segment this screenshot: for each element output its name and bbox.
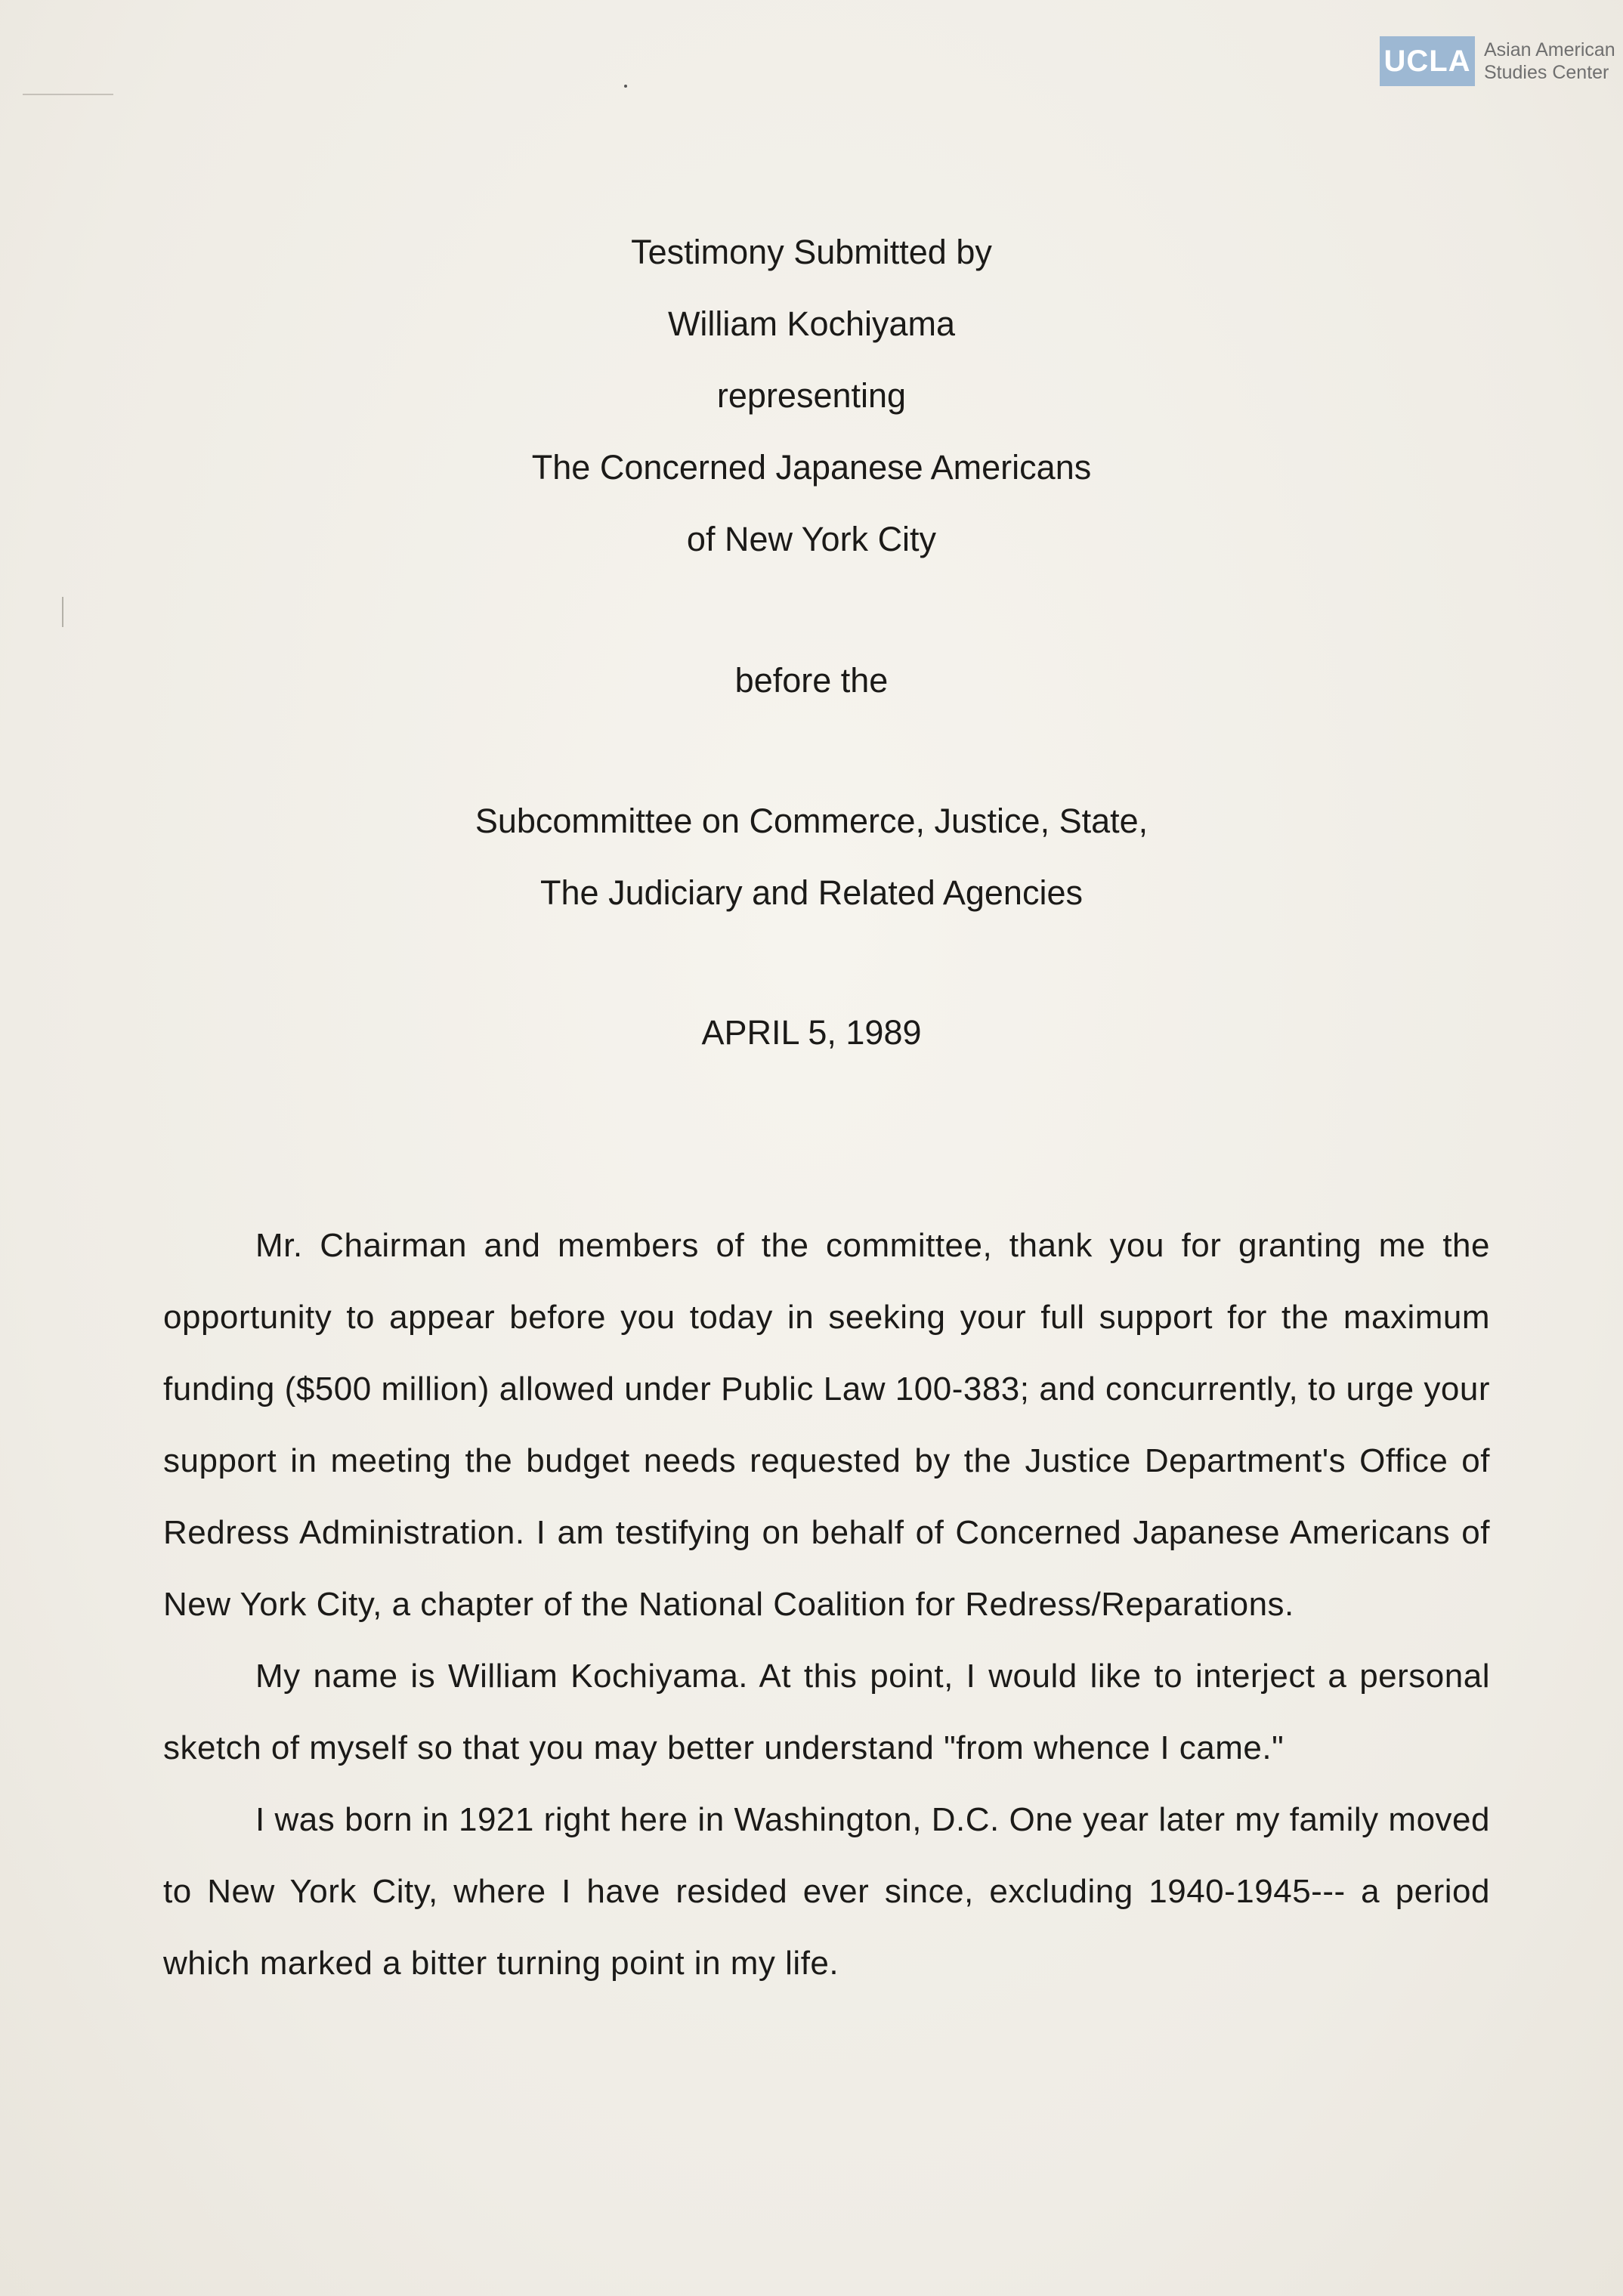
testimony-body <box>163 1210 1490 1999</box>
paragraph: I was born in 1921 right here in Washington, D.C. One year later my family moved to New York City, where I have resided ever since, excluding 1940-1945--- a period which marked a bitter turning point in my life. <box>163 1801 1490 1982</box>
title-line: Testimony Submitted by <box>631 233 992 271</box>
committee-line: Subcommittee on Commerce, Justice, State, <box>475 802 1148 840</box>
testimony-date: APRIL 5, 1989 <box>701 1013 922 1052</box>
title-block <box>0 234 1623 593</box>
center-name <box>1484 39 1615 84</box>
scan-artifact <box>23 94 113 95</box>
paragraph: Mr. Chairman and members of the committee, thank you for granting me the opportunity to appear before you today in seeking your full support for the maximum funding ($500 million) allowed under Public Law 100-383; and concurrently, to urge your support in meeting the budget needs requested by the Justice Department's Office of Redress Administration. I am testifying on behalf of Concerned Japanese Americans of New York City, a chapter of the National Coalition for Redress/Reparations. <box>163 1227 1490 1623</box>
scan-artifact <box>624 85 627 88</box>
center-name-line2: Studies Center <box>1484 62 1609 83</box>
ucla-badge: UCLA <box>1380 36 1475 86</box>
title-line: representing <box>716 376 907 415</box>
author-name: William Kochiyama <box>667 304 956 343</box>
center-name-line1: Asian American <box>1484 39 1615 60</box>
organization-name-cont: of New York City <box>686 520 937 558</box>
before-line: before the <box>734 661 889 700</box>
paragraph: My name is William Kochiyama. At this point, I would like to interject a personal sketch of myself so that you may better understand "from whence I came." <box>163 1658 1490 1766</box>
committee-block <box>0 803 1623 947</box>
ucla-logo <box>1380 36 1615 86</box>
scan-artifact <box>62 597 63 627</box>
committee-line: The Judiciary and Related Agencies <box>540 873 1083 912</box>
organization-name: The Concerned Japanese Americans <box>531 448 1092 487</box>
